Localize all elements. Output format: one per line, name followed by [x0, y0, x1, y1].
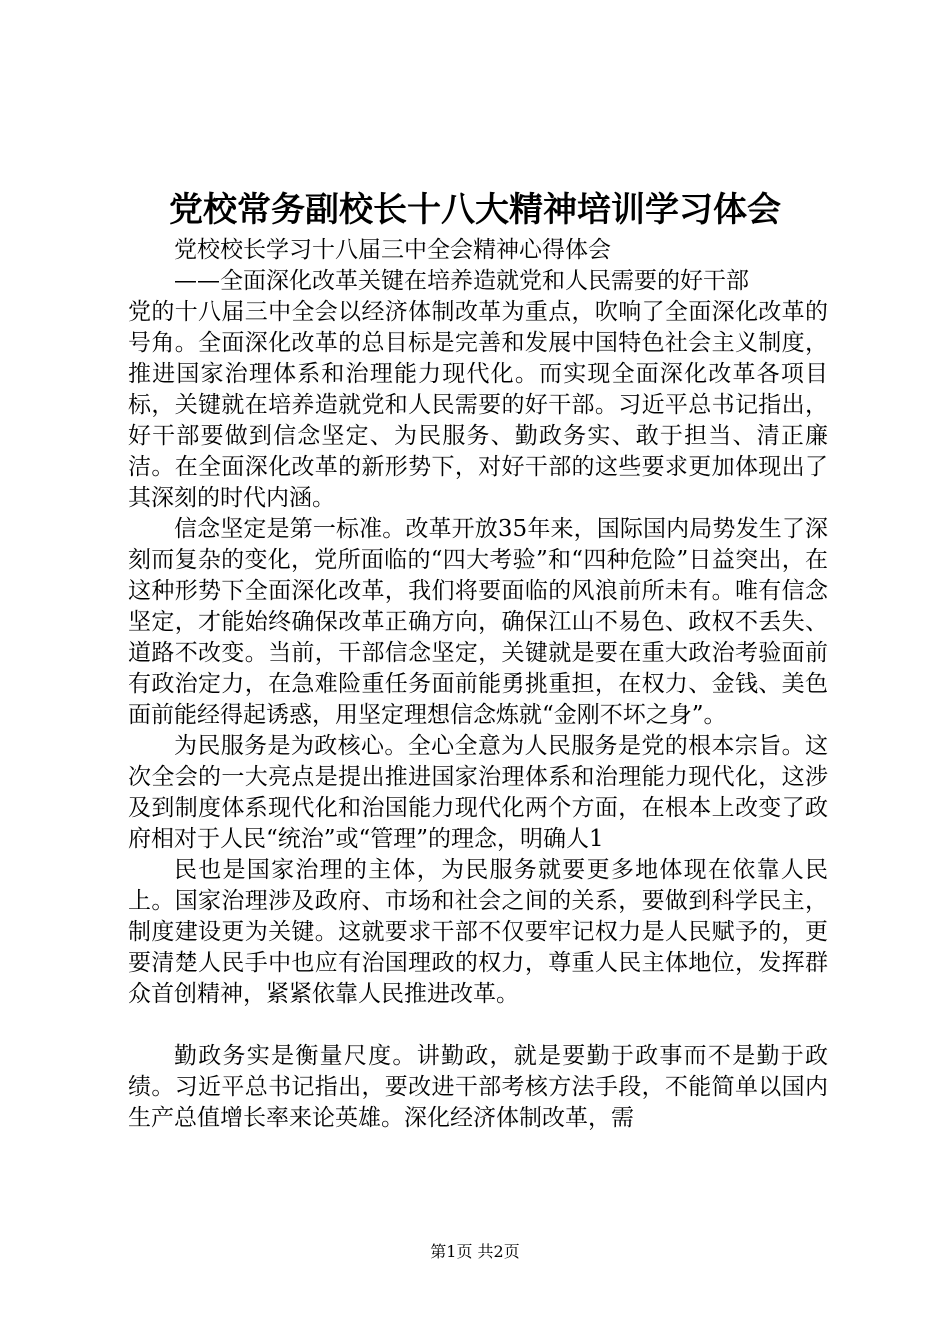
page-number-footer: 第1页 共2页: [430, 1242, 520, 1261]
paragraph-firm-belief: 信念坚定是第一标准。改革开放35年来，国际国内局势发生了深刻而复杂的变化，党所面临的“四大考验”和“四种危险”日益突出，在这种形势下全面深化改革，我们将要面临的风浪前所未有。唯有信念坚定，才能始终确保改革正确方向，确保江山不易色、政权不丢失、道路不改变。当前，干部信念坚定，关键就是要在重大政治考验面前有政治定力，在急难险重任务面前能勇挑重担，在权力、金钱、美色面前能经得起诱惑，用坚定理想信念炼就“金刚不坏之身”。: [128, 516, 828, 728]
paragraph-spacer: [128, 1010, 828, 1041]
document-body: [128, 235, 828, 1134]
paragraph-diligence: 勤政务实是衡量尺度。讲勤政，就是要勤于政事而不是勤于政绩。习近平总书记指出，要改进干部考核方法手段，不能简单以国内生产总值增长率来论英雄。深化经济体制改革，需: [128, 1043, 828, 1131]
document-subtitle: 党校校长学习十八届三中全会精神心得体会: [174, 237, 611, 263]
paragraph-intro: 党的十八届三中全会以经济体制改革为重点，吹响了全面深化改革的号角。全面深化改革的总目标是完善和发展中国特色社会主义制度，推进国家治理体系和治理能力现代化。而实现全面深化改革各项目标，关键就在培养造就党和人民需要的好干部。习近平总书记指出，好干部要做到信念坚定、为民服务、勤政务实、敢于担当、清正廉洁。在全面深化改革的新形势下，对好干部的这些要求更加体现出了其深刻的时代内涵。: [128, 299, 828, 511]
paragraph-serve-people: 为民服务是为政核心。全心全意为人民服务是党的根本宗旨。这次全会的一大亮点是提出推进国家治理体系和治理能力现代化，这涉及到制度体系现代化和治国能力现代化两个方面，在根本上改变了政府相对于人民“统治”或“管理”的理念，明确人1: [128, 733, 828, 852]
document-subheading: ——全面深化改革关键在培养造就党和人民需要的好干部: [174, 268, 749, 294]
document-title: 党校常务副校长十八大精神培训学习体会: [169, 190, 781, 230]
paragraph-people-governance: 民也是国家治理的主体，为民服务就要更多地体现在依靠人民上。国家治理涉及政府、市场和社会之间的关系，要做到科学民主，制度建设更为关键。这就要求干部不仅要牢记权力是人民赋予的，更要清楚人民手中也应有治国理政的权力，尊重人民主体地位，发挥群众首创精神，紧紧依靠人民推进改革。: [128, 857, 828, 1007]
